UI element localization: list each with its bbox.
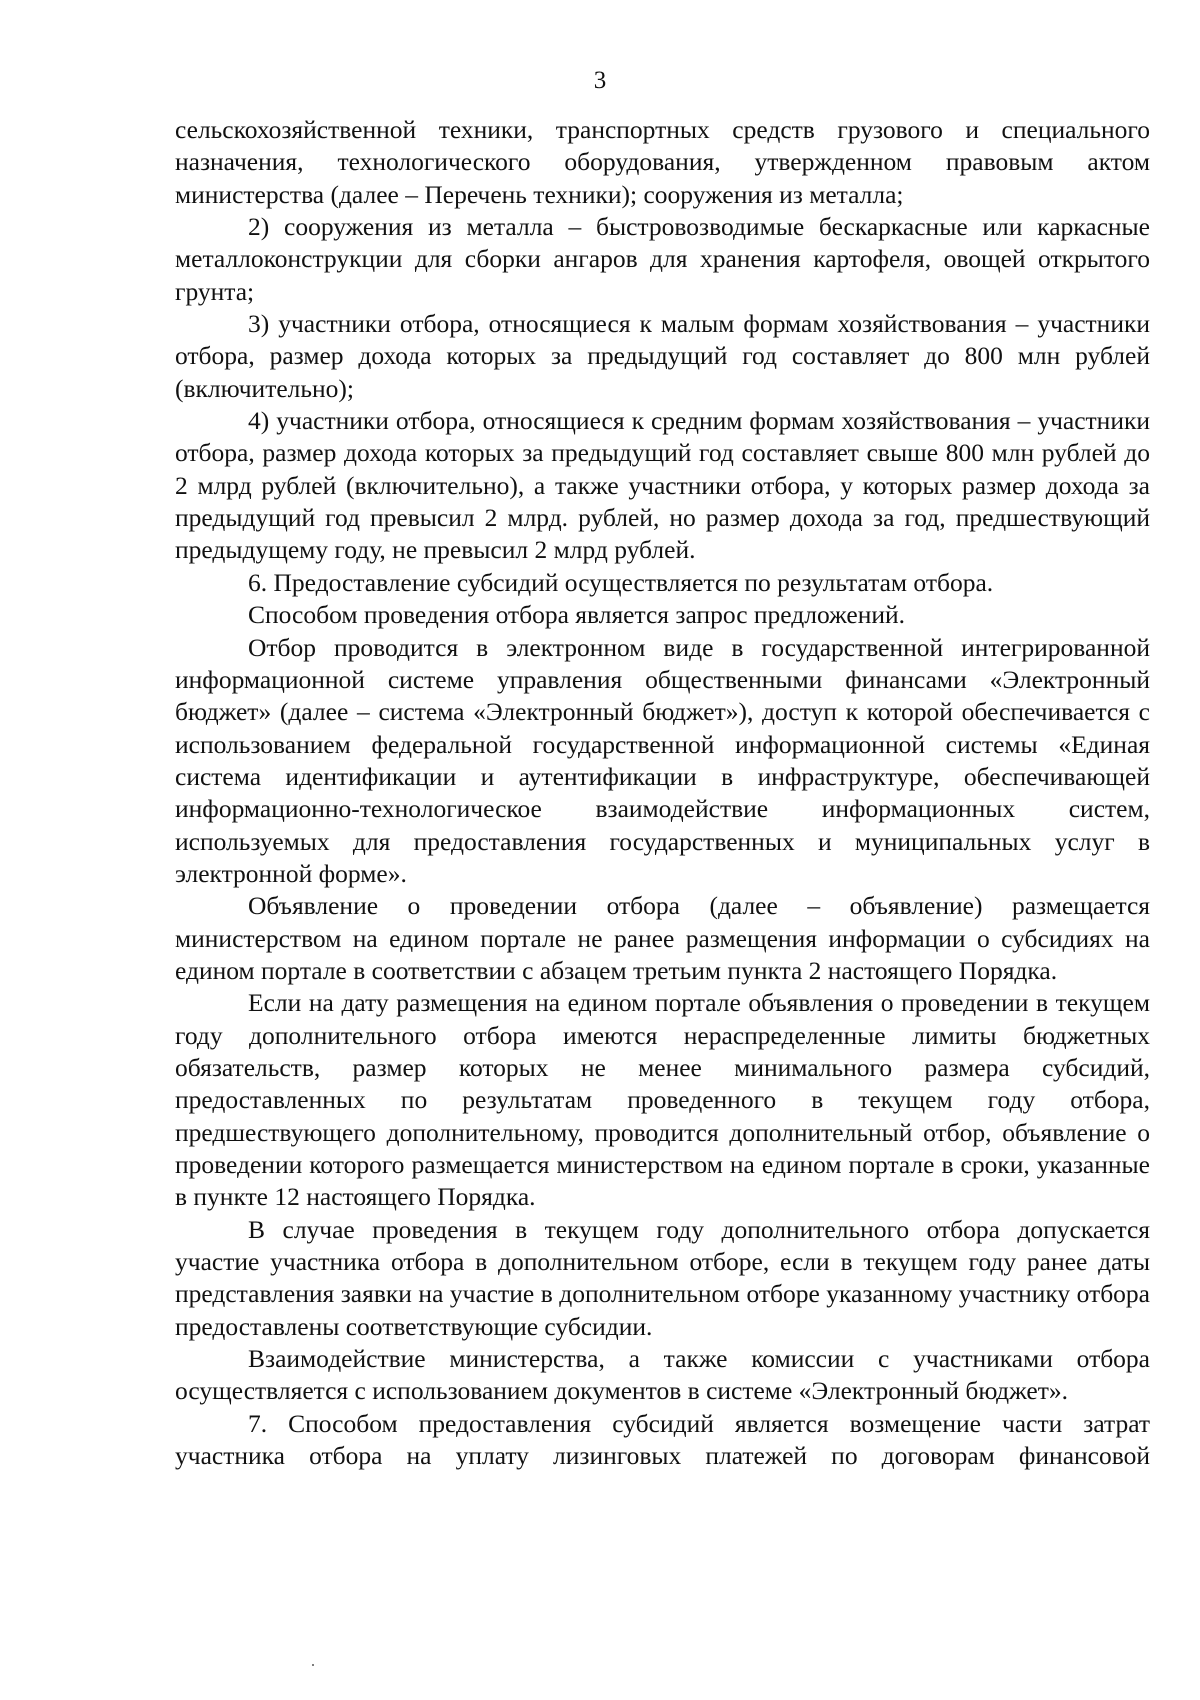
- paragraph-selection-method: Способом проведения отбора является запрос предложений.: [248, 600, 906, 630]
- paragraph-item-4: 4) участники отбора, относящиеся к средним формам хозяйствования – участники отбора, размер дохода которых за предыдущий год составляет свыше 800 млн рублей до 2 млрд рублей (включительно), а также участники отбора, у которых размер дохода за предыдущий год превысил 2 млрд. рублей, но размер дохода за год, предшествующий предыдущему году, не превысил 2 млрд рублей.: [175, 406, 1150, 565]
- paragraph-clause-6: 6. Предоставление субсидий осуществляется по результатам отбора.: [248, 567, 994, 597]
- paragraph-continuation: сельскохозяйственной техники, транспортных средств грузового и специального назначения, технологического оборудования, утвержденном правовым актом министерства (далее – Перечень техники); сооружения из металла;: [175, 115, 1150, 209]
- document-body: [175, 114, 1150, 1472]
- paragraph-additional-participation: В случае проведения в текущем году дополнительного отбора допускается участие участника отбора в дополнительном отборе, если в текущем году ранее даты представления заявки на участие в дополнительном отборе указанному участнику отбора предоставлены соответствующие субсидии.: [175, 1214, 1150, 1341]
- paragraph-announcement: Объявление о проведении отбора (далее – объявление) размещается министерством на едином портале не ранее размещения информации о субсидиях на едином портале в соответствии с абзацем третьим пункта 2 настоящего Порядка.: [175, 891, 1150, 985]
- paragraph-interaction: Взаимодействие министерства, а также комиссии с участниками отбора осуществляется с использованием документов в системе «Электронный бюджет».: [175, 1344, 1150, 1406]
- paragraph-clause-7: 7. Способом предоставления субсидий является возмещение части затрат участника отбора на уплату лизинговых платежей по договорам финансовой: [175, 1408, 1150, 1471]
- paragraph-additional-selection: Если на дату размещения на едином портале объявления о проведении в текущем году дополнительного отбора имеются нераспределенные лимиты бюджетных обязательств, размер которых не менее минимального размера субсидий, предоставленных по результатам проведенного в текущем году отбора, предшествующего дополнительному, проводится дополнительный отбор, объявление о проведении которого размещается министерством на едином портале в сроки, указанные в пункте 12 настоящего Порядка.: [175, 988, 1150, 1212]
- paragraph-electronic-budget: Отбор проводится в электронном виде в государственной интегрированной информационной системе управления общественными финансами «Электронный бюджет» (далее – система «Электронный бюджет»), доступ к которой обеспечивается с использованием федеральной государственной информационной системы «Единая система идентификации и аутентификации в инфраструктуре, обеспечивающей информационно-технологическое взаимодействие информационных систем, используемых для предоставления государственных и муниципальных услуг в электронной форме».: [175, 632, 1150, 888]
- page-number: 3: [593, 67, 607, 94]
- scan-speck: [312, 1664, 314, 1666]
- paragraph-item-2: 2) сооружения из металла – быстровозводимые бескаркасные или каркасные металлоконструкции для сборки ангаров для хранения картофеля, овощей открытого грунта;: [175, 212, 1150, 306]
- paragraph-item-3: 3) участники отбора, относящиеся к малым формам хозяйствования – участники отбора, размер дохода которых за предыдущий год составляет до 800 млн рублей (включительно);: [175, 309, 1150, 403]
